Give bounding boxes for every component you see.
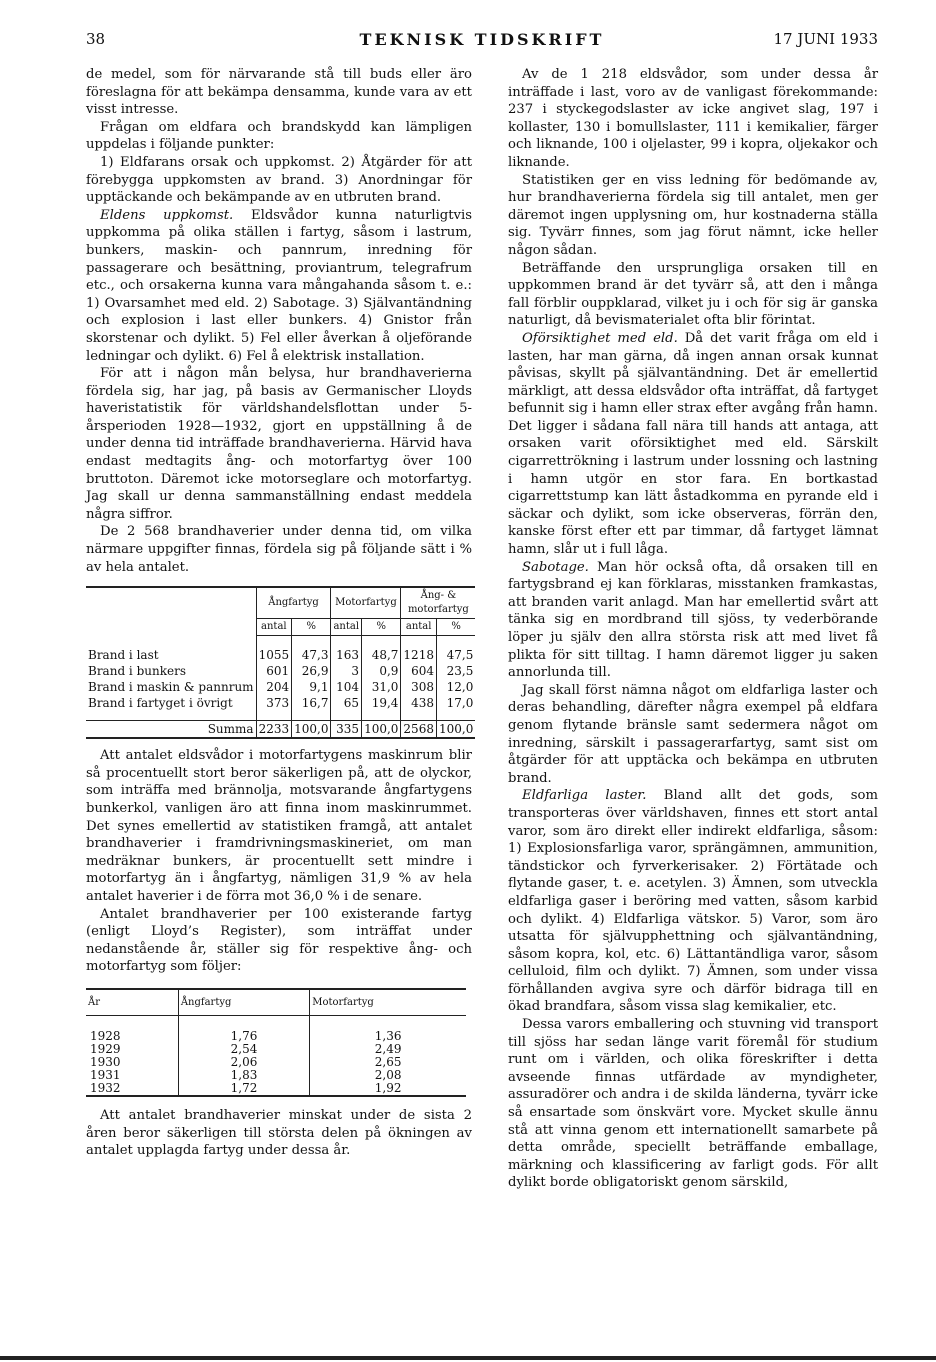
table-cell: 2,06 bbox=[178, 1056, 309, 1069]
table-cell: 1055 bbox=[256, 636, 292, 664]
year-cell: 1930 bbox=[90, 1054, 121, 1069]
table-cell: 26,9 bbox=[292, 663, 331, 679]
left-column bbox=[86, 66, 472, 1160]
paragraph bbox=[86, 207, 472, 365]
paragraph: Frågan om eldfara och brandskydd kan lämpligen uppdelas i följande punkter: bbox=[86, 119, 472, 153]
row-label: Brand i last bbox=[88, 647, 159, 662]
table-row bbox=[86, 1043, 466, 1056]
table-cell: 47,5 bbox=[436, 636, 475, 664]
table-row bbox=[86, 663, 475, 679]
paragraph: Att antalet brandhaverier minskat under de sista 2 åren beror säkerligen till största delen på ökningen av antalet upplagda fartyg under dessa år. bbox=[86, 1107, 472, 1159]
paragraph: Att antalet eldsvådor i motorfartygens maskinrum blir så procentuellt stort beror säkerligen på, att de olyckor, som inträffa med brännolja, motsvarande ångfartygens bunkerkol, vanligen äro att finna inom maskinrummet. Det synes emellertid av statistiken framgå, att antalet brandhaverier i framdrivningsmaskineriet, om man medräknar bunkers, är procentuellt sett mindre i motorfartyg än i ångfartyg, nämligen 31,9 % av hela antalet haverier i de förra mot 36,0 % i de senare. bbox=[86, 748, 472, 904]
table-cell: 308 bbox=[401, 679, 437, 695]
table-cell: 48,7 bbox=[362, 636, 401, 664]
row-label: Brand i maskin & pannrum bbox=[88, 680, 254, 695]
table-subheader: antal bbox=[331, 619, 362, 636]
section-lead: Sabotage. bbox=[522, 559, 589, 575]
page-number: 38 bbox=[86, 30, 106, 48]
table-cell: 2233 bbox=[256, 721, 292, 739]
paragraph: Dessa varors emballering och stuvning vid transport till sjöss har sedan länge varit föremål för studium runt om i världen, och olika föreskrifter i detta avseende finnas utfärdade av myndigheter, assuradörer och andra i de skilda länderna, tyvärr icke så ensartade som önskvärt vore. Mycket skulle ännu stå att vinna genom ett internationellt samarbete på detta område, speciellt beträffande emballage, märkning och klassificering av farligt gods. För allt dylikt borde obligatoriskt genom särskild, bbox=[508, 1017, 878, 1191]
paragraph bbox=[508, 330, 878, 559]
table-cell: 2,49 bbox=[310, 1043, 466, 1056]
table-cell: 0,9 bbox=[362, 663, 401, 679]
paragraph bbox=[508, 559, 878, 682]
row-label: Brand i bunkers bbox=[88, 664, 186, 679]
paragraph-text: Då det varit fråga om eld i lasten, har man gärna, då ingen annan orsak kunnat påvisas, skyllt på självantändning. Det är emellertid märkligt, att dessa eldsvådor ofta inträffat, då fartyget befunnit sig i hamn eller strax efter avgång från hamn. Det ligger i sådana fall nära till hands att antaga, att orsaken varit oförsiktighet med eld. Särskilt cigarrettrökning i lastrum under lossning och lastning i hamn utgör en stor fara. En bortkastad cigarrettstump kan lätt åstadkomma en pyrande eld i säckar och dylikt, som icke observeras, förrän den, kanske först efter ett par timmar, då fartyget lämnat hamn, slår ut i full låga. bbox=[508, 330, 879, 558]
table-row bbox=[86, 1069, 466, 1082]
paragraph: Antalet brandhaverier per 100 existerande fartyg (enligt Lloyd’s Register), som inträffat under nedanstående år, ställer sig för respektive ång- och motorfartyg som följer: bbox=[86, 906, 472, 975]
table-cell: 163 bbox=[331, 636, 362, 664]
table-cell: 1,72 bbox=[178, 1082, 309, 1096]
table-corner bbox=[86, 587, 256, 636]
table-row bbox=[86, 1015, 466, 1043]
table-group-header: Ång- & motorfartyg bbox=[401, 587, 475, 619]
issue-date: 17 JUNI 1933 bbox=[773, 30, 878, 48]
paragraph: 1) Eldfarans orsak och uppkomst. 2) Åtgärder för att förebygga uppkomsten av brand. 3) Anordningar för upptäckande och bekämpande av en utbruten brand. bbox=[86, 154, 472, 206]
table-subheader: antal bbox=[256, 619, 292, 636]
paragraph: Av de 1 218 eldsvådor, som under dessa år inträffade i last, voro av de vanligast förekommande: 237 i styckegodslaster av icke angivet slag, 197 i kollaster, 130 i bomullslaster, 111 i kemikalier, färger och liknande, 100 i oljelaster, 99 i kopra, oljekakor och liknande. bbox=[508, 67, 878, 170]
table-row bbox=[86, 1082, 466, 1096]
paragraph: För att i någon mån belysa, hur brandhaverierna fördela sig, har jag, på basis av Germanischer Lloyds haveristatistik för världshandelsflottan under 5-årsperioden 1928—1932, gjort en uppställning å de under denna tid inträffade brandhaverierna. Härvid hava endast medtagits ång- och motorfartyg över 100 bruttoton. Däremot icke motorseglare och motorfartyg. Jag skall ur denna sammanställning endast meddela några siffror. bbox=[86, 366, 472, 522]
section-lead: Eldens uppkomst. bbox=[100, 207, 234, 223]
table-cell: 1218 bbox=[401, 636, 437, 664]
table-cell: 23,5 bbox=[436, 663, 475, 679]
table-group-header: Motorfartyg bbox=[331, 587, 401, 619]
table-cell: 335 bbox=[331, 721, 362, 739]
paragraph-text: Eldsvådor kunna naturligtvis uppkomma på olika ställen i fartyg, såsom i lastrum, bunkers, maskin- och pannrum, inredning för passagerare och besättning, proviantrum, telegrafrum etc., och orsakerna kunna vara mångahanda såsom t. e.: 1) Ovarsamhet med eld. 2) Sabotage. 3) Självantändning och explosion i last eller bunkers. 4) Gnistor från skorstenar och dylikt. 5) Fel eller åverkan å oljeförande ledningar och dylikt. 6) Fel å elektrisk installation. bbox=[86, 207, 472, 364]
year-cell: 1929 bbox=[90, 1041, 121, 1056]
table-cell: 3 bbox=[331, 663, 362, 679]
section-lead: Oförsiktighet med eld. bbox=[522, 330, 678, 346]
table-cell: 2,54 bbox=[178, 1043, 309, 1056]
section-lead: Eldfarliga laster. bbox=[522, 788, 647, 804]
paragraph: Jag skall först nämna något om eldfarliga laster och deras behandling, därefter några exempel på eldfara genom flytande bränsle samt sedermera något om inredning, särskilt i passagerarfartyg, samt sist om åtgärder för att upptäcka och bekämpa en utbruten brand. bbox=[508, 682, 878, 786]
paragraph: De 2 568 brandhaverier under denna tid, om vilka närmare uppgifter finnas, fördela sig på följande sätt i % av hela antalet. bbox=[86, 524, 472, 575]
table-cell: 65 bbox=[331, 695, 362, 721]
table-cell: 1,92 bbox=[310, 1082, 466, 1096]
row-label: Brand i fartyget i övrigt bbox=[88, 696, 233, 711]
page-bottom-rule bbox=[0, 1356, 936, 1360]
year-cell: 1932 bbox=[86, 1082, 178, 1096]
paragraph: Beträffande den ursprungliga orsaken till en uppkommen brand är det tyvärr så, att den i många fall förblir ouppklarad, vilket ju i och för sig är ganska naturligt, då bevismaterialet ofta blir förintat. bbox=[508, 260, 878, 329]
page-header bbox=[86, 30, 878, 52]
table-subheader: % bbox=[436, 619, 475, 636]
fires-per-100-ships-table bbox=[86, 988, 466, 1097]
table-header: Motorfartyg bbox=[310, 989, 466, 1016]
year-cell: 1928 bbox=[90, 1028, 121, 1043]
table-cell: 2,08 bbox=[310, 1069, 466, 1082]
right-column bbox=[508, 66, 878, 1192]
year-cell: 1931 bbox=[90, 1067, 121, 1082]
table-cell: 19,4 bbox=[362, 695, 401, 721]
table-cell: 2,65 bbox=[310, 1056, 466, 1069]
table-subheader: antal bbox=[401, 619, 437, 636]
table-cell: 1,76 bbox=[178, 1015, 309, 1043]
table-cell: 1,36 bbox=[310, 1015, 466, 1043]
paragraph-text: Bland allt det gods, som transporteras över världshaven, finnes ett stort antal varor, som äro direkt eller indirekt eldfarliga, såsom: 1) Explosionsfarliga varor, sprängämnen, ammunition, tändstickor och fyrverkerisaker. 2) Förtätade och flytande gaser, t. e. acetylen. 3) Ämnen, som utveckla eldfarliga gaser i beröring med vatten, såsom karbid och dylikt. 4) Eldfarliga vätskor. 5) Varor, som äro utsatta för självupphettning och självantändning, såsom kopra, kol, etc. 6) Lättantändliga varor, såsom celluloid, film och dylikt. 7) Ämnen, som under vissa förhållanden avgiva syre och därför bidraga till en ökad brandfara, såsom vissa slag kemikalier, etc. bbox=[508, 788, 878, 1015]
table-row bbox=[86, 1056, 466, 1069]
table-cell: 204 bbox=[256, 679, 292, 695]
paragraph: Statistiken ger en viss ledning för bedömande av, hur brandhaverierna fördela sig till antalet, men ger däremot ingen upplysning om, hur kostnaderna ställa sig. Tyvärr finnes, som jag förut nämnt, icke heller någon sådan. bbox=[508, 172, 878, 258]
journal-title: TEKNISK TIDSKRIFT bbox=[359, 30, 605, 49]
paragraph bbox=[508, 787, 878, 1016]
table-subheader: % bbox=[362, 619, 401, 636]
table-cell: 100,0 bbox=[292, 721, 331, 739]
table-row bbox=[86, 695, 475, 721]
table-row bbox=[86, 636, 475, 664]
table-cell: 104 bbox=[331, 679, 362, 695]
table-group-header: Ångfartyg bbox=[256, 587, 331, 619]
paragraph-text: Man hör också ofta, då orsaken till en fartygsbrand ej kan förklaras, misstanken framkastas, att branden varit anlagd. Man har emellertid svårt att tänka sig en mordbrand till sjöss, ty vederbörande löper ju själv den allra största risk att med livet få plikta för sitt tilltag. I hamn däremot ligger ju saken annorlunda till. bbox=[508, 559, 878, 681]
table-header: Ångfartyg bbox=[178, 989, 309, 1016]
table-cell: 47,3 bbox=[292, 636, 331, 664]
table-cell: 31,0 bbox=[362, 679, 401, 695]
table-subheader: % bbox=[292, 619, 331, 636]
table-cell: 16,7 bbox=[292, 695, 331, 721]
table-cell: 100,0 bbox=[362, 721, 401, 739]
table-cell: 604 bbox=[401, 663, 437, 679]
table-cell: 100,0 bbox=[436, 721, 475, 739]
table-cell: 1,83 bbox=[178, 1069, 309, 1082]
table-cell: 438 bbox=[401, 695, 437, 721]
table-cell: 373 bbox=[256, 695, 292, 721]
table-cell: 9,1 bbox=[292, 679, 331, 695]
fire-statistics-table bbox=[86, 586, 475, 739]
table-sum-row bbox=[86, 721, 475, 739]
table-cell: 17,0 bbox=[436, 695, 475, 721]
table-cell: 601 bbox=[256, 663, 292, 679]
row-label: Summa bbox=[86, 721, 256, 739]
table-header: År bbox=[86, 989, 178, 1016]
table-row bbox=[86, 679, 475, 695]
table-cell: 2568 bbox=[401, 721, 437, 739]
table-cell: 12,0 bbox=[436, 679, 475, 695]
paragraph: de medel, som för närvarande stå till buds eller äro föreslagna för att bekämpa densamma, kunde vara av ett visst intresse. bbox=[86, 67, 472, 118]
